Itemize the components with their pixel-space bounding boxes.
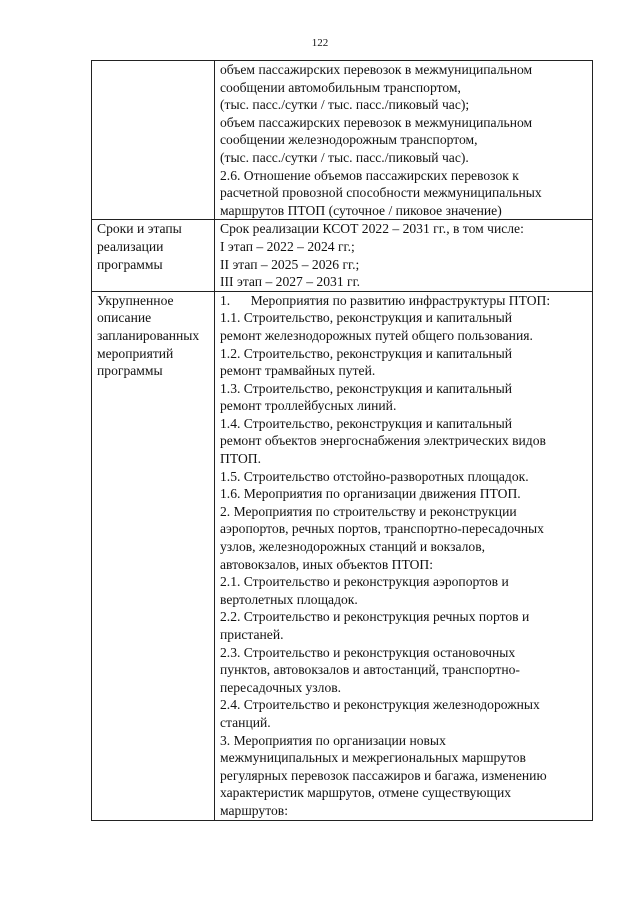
table-row xyxy=(92,61,593,220)
label-line: реализации xyxy=(97,238,164,254)
content-line: объем пассажирских перевозок в межмуниципальном xyxy=(220,62,533,77)
table-row xyxy=(92,220,593,291)
content-line: маршрутов: xyxy=(220,802,288,818)
content-line: сообщении железнодорожным транспортом, xyxy=(220,132,478,148)
content-line: маршрутов ПТОП (суточное / пиковое значение) xyxy=(220,202,502,218)
row-label-cell xyxy=(92,291,215,820)
content-line: (тыс. пасс./сутки / тыс. пасс./пиковый час); xyxy=(220,97,470,113)
content-line: сообщении автомобильным транспортом, xyxy=(220,79,461,95)
table-row xyxy=(92,291,593,820)
row-label-cell xyxy=(92,220,215,291)
label-line: программы xyxy=(97,363,163,379)
content-line: характеристик маршрутов, отмене существующих xyxy=(220,785,512,801)
content-line: 1.1. Строительство, реконструкция и капитальный xyxy=(220,310,513,326)
content-line: 2. Мероприятия по строительству и реконструкции xyxy=(220,503,517,519)
content-line: 2.1. Строительство и реконструкция аэропортов и xyxy=(220,574,509,590)
content-line: объем пассажирских перевозок в межмуниципальном xyxy=(220,114,533,130)
content-line: расчетной провозной способности межмуниципальных xyxy=(220,185,542,201)
label-line: программы xyxy=(97,256,163,272)
content-line: Срок реализации КСОТ 2022 – 2031 гг., в том числе: xyxy=(220,221,524,237)
row-content-cell xyxy=(215,61,593,220)
row-content-cell xyxy=(215,291,593,820)
content-line: станций. xyxy=(220,714,271,730)
label-line: описание xyxy=(97,310,152,326)
content-line: межмуниципальных и межрегиональных маршрутов xyxy=(220,750,526,766)
content-line: ремонт железнодорожных путей общего пользования. xyxy=(220,327,533,343)
content-line: ПТОП. xyxy=(220,451,261,467)
content-line: вертолетных площадок. xyxy=(220,591,358,607)
label-line: Укрупненное xyxy=(97,292,174,308)
label-line: Сроки и этапы xyxy=(97,221,182,237)
content-line: I этап – 2022 – 2024 гг.; xyxy=(220,238,355,254)
content-line: пересадочных узлов. xyxy=(220,679,342,695)
content-line: II этап – 2025 – 2026 гг.; xyxy=(220,256,360,272)
content-line: 2.4. Строительство и реконструкция железнодорожных xyxy=(220,697,540,713)
row-label-cell xyxy=(92,61,215,220)
content-line: аэропортов, речных портов, транспортно-пересадочных xyxy=(220,521,544,537)
row-content-cell xyxy=(215,220,593,291)
content-line: 3. Мероприятия по организации новых xyxy=(220,732,446,748)
content-line: узлов, железнодорожных станций и вокзалов, xyxy=(220,539,486,555)
page-number: 122 xyxy=(311,37,329,49)
content-line: пристаней. xyxy=(220,627,284,642)
label-line: запланированных xyxy=(97,327,200,343)
table-body xyxy=(92,61,593,821)
content-line: ремонт троллейбусных линий. xyxy=(220,398,397,414)
content-line: 2.2. Строительство и реконструкция речных портов и xyxy=(220,609,530,625)
content-line: 1.3. Строительство, реконструкция и капитальный xyxy=(220,380,513,396)
content-line: 1.5. Строительство отстойно-разворотных площадок. xyxy=(220,468,529,484)
content-line: III этап – 2027 – 2031 гг. xyxy=(220,274,361,290)
content-line: регулярных перевозок пассажиров и багажа, изменению xyxy=(220,767,547,783)
label-line: мероприятий xyxy=(97,345,174,361)
content-line: 2.6. Отношение объемов пассажирских перевозок к xyxy=(220,167,519,183)
content-line: (тыс. пасс./сутки / тыс. пасс./пиковый час). xyxy=(220,149,469,165)
content-line: ремонт трамвайных путей. xyxy=(220,363,376,379)
content-line: автовокзалов, иных объектов ПТОП: xyxy=(220,556,434,572)
content-line: 1.6. Мероприятия по организации движения ПТОП. xyxy=(220,486,521,502)
content-line: пунктов, автовокзалов и автостанций, транспортно- xyxy=(220,662,520,678)
content-line: 1. Мероприятия по развитию инфраструктуры ПТОП: xyxy=(220,292,551,308)
content-line: 1.2. Строительство, реконструкция и капитальный xyxy=(220,345,513,361)
content-line: 1.4. Строительство, реконструкция и капитальный xyxy=(220,415,513,431)
content-line: ремонт объектов энергоснабжения электрических видов xyxy=(220,433,546,449)
program-passport-table xyxy=(91,60,593,821)
content-line: 2.3. Строительство и реконструкция остановочных xyxy=(220,644,516,660)
